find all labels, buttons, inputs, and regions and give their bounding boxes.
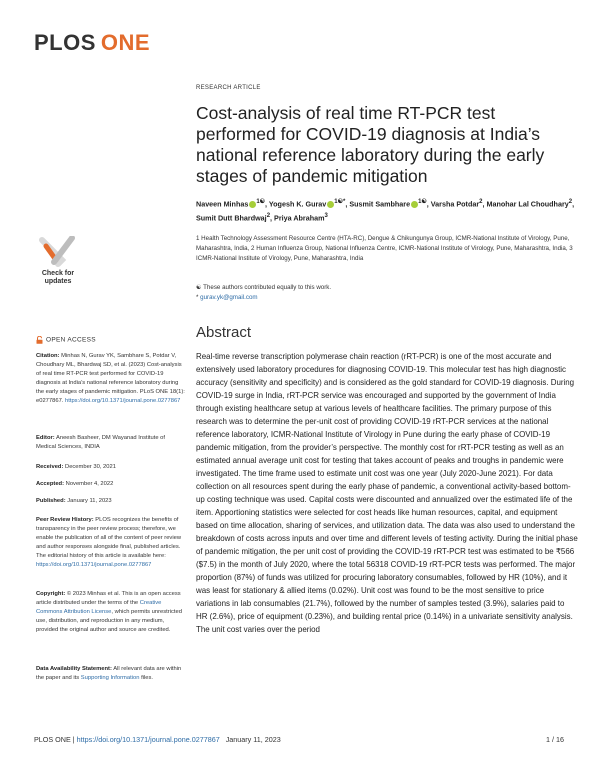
corresponding-star: * [196,293,199,301]
author-notes [196,283,576,302]
peer-review-link[interactable]: https://doi.org/10.1371/journal.pone.0277867 [36,562,152,568]
citation-text: Minhas N, Gurav YK, Sambhare S, Potdar V, Choudhary ML, Bhardwaj SD, et al. (2023) Cost-analysis of real time RT-PCR test performed for COVID-19 diagnosis at India’s national reference laboratory during the early stages of pandemic mitigation. PLoS ONE 18(1): e0277867. [36,353,185,404]
journal-logo [34,30,150,56]
footer-doi-link[interactable]: https://doi.org/10.1371/journal.pone.0277867 [76,735,220,744]
copyright-block [36,590,186,635]
editor-text: Aneesh Basheer, DM Wayanad Institute of Medical Sciences, INDIA [36,435,165,450]
open-access-label [36,336,96,344]
data-availability-text: All relevant data are within the paper and its [36,666,182,681]
article-type: RESEARCH ARTICLE [196,85,261,91]
accepted-block [36,480,186,489]
received-date: December 30, 2021 [63,464,116,470]
peer-review-label: Peer Review History: [36,517,94,523]
author-name[interactable]: , Manohar Lal Choudhary [482,199,569,209]
footer-separator: | [70,735,77,744]
author-affil: 1☯ [256,199,266,205]
affiliations: 1 Health Technology Assessment Resource Centre (HTA-RC), Dengue & Chikungunya Group, ICMR-National Institute of Virology, Pune, Maharashtra, India, 2 Human Influenza Group, National Influenza Centre, ICMR-National Institute of Virology, Pune, Maharashtra, India, 3 ICMR-National Institute of Virology, Pune, Maharashtra, India [196,235,573,262]
copyright-text: © 2023 Minhas et al. This is an open access article distributed under the terms of the [36,591,181,606]
supporting-info-link[interactable]: Supporting Information [80,675,140,681]
author-affil: 1☯ [418,199,427,205]
author-affil: 2 [479,199,483,205]
email-link[interactable]: gurav.yk@gmail.com [200,293,258,301]
citation-block [36,352,186,406]
received-label: Received: [36,464,64,470]
corresponding-note [196,293,576,303]
author-affil: 2 [568,199,573,205]
author-affil: 1☯* [334,199,346,205]
author-name[interactable]: , Priya Abraham [270,213,325,223]
copyright-label: Copyright: [36,591,66,597]
page-footer [34,735,281,744]
open-access-text: OPEN ACCESS [46,336,96,344]
logo-one: ONE [100,30,151,55]
open-access-lock-icon [36,336,43,344]
badge-line-2: updates [44,278,72,285]
editor-label: Editor: [36,435,55,441]
data-availability-block [36,665,186,683]
peer-review-block [36,516,186,570]
citation-label: Citation: [36,353,60,359]
license-link[interactable]: Creative Commons Attribution License [36,600,162,615]
published-label: Published: [36,498,66,504]
editor-block [36,434,186,452]
author-list [196,196,576,225]
page-number: 1 / 16 [546,735,564,744]
data-availability-text-2: files. [139,675,153,681]
equal-contribution-note: ☯ These authors contributed equally to this work. [196,284,332,291]
author-name[interactable]: , Sumit Dutt Bhardwaj [196,199,575,223]
abstract-heading: Abstract [196,324,252,341]
accepted-label: Accepted: [36,481,65,487]
badge-line-1: Check for [41,270,75,277]
author-name[interactable]: , Varsha Potdar [426,199,480,209]
abstract-text: Real-time reverse transcription polymerase chain reaction (rRT-PCR) is one of the most accurate and extensively used laboratory procedures for diagnosing COVID-19. This molecular test has high diagnostic accuracy (sensitivity and specificity) and is considered as the gold standard for COVID-19 diagnosis. During COVID-19 surge in India, rRT-PCR service was encouraged and supported by the government of India through existing healthcare setup at various levels of healthcare facilities. The primary purpose of this research was to determine the per-unit cost of providing COVID-19 rRT-PCR services at the national reference laboratory, ICMR-National Institute of Virology in Pune during the early phase of COVID-19 pandemic mitigation, from the provider’s perspective. The monthly cost for rRT-PCR testing as well as an estimated annual average unit cost for testing that takes account of peaks and troughs in pandemic were investigated. The time frame used to estimate unit cost was one year (July 2020-June 2021). For data collection on all resources spent during the early phase of pandemic, a conventional activity-based bottom-up costing technique was used. Capital costs were discounted and annualized over the estimated life of the item. Apportioning statistics were selected for cost heads like human resources, capital, and equipment based on time allocation, sharing of services, and utilization data. The data was also used to understand the breakdown of costs across inputs and over time and different levels of testing activity. During the initial phase of pandemic mitigation, the per unit cost of providing the COVID-19 rRT-PCR test was estimated to be ₹566 ($7.5) in the month of July 2020, where the total 56318 COVID-19 rRT-PCR tests was performed. The major proportion (87%) of funds was utilized for procuring laboratory consumables, followed by HR (10%), and it was least for stationary & allied items (0.02%). Unit cost was found to be the most sensitive to price variations in lab consumables (21.7%), followed by the number of samples tested (3.9%), salaries paid to HR (2.6%), price of equipment (0.23%), and building rental price (0.14%) in a univariate sensitivity analysis. The unit cost varies over the period [196,352,578,634]
author-affil: 2 [266,213,271,220]
footer-date: January 11, 2023 [225,735,281,744]
check-for-updates-label[interactable] [32,270,84,286]
received-block [36,463,186,472]
data-availability-label: Data Availability Statement: [36,666,112,672]
author-name[interactable]: Naveen Minhas [196,199,249,209]
peer-review-text: PLOS recognizes the benefits of transparency in the peer review process; therefore, we enable the publication of all of the content of peer review and author responses alongside final, published articles. The editorial history of this article is available here: [36,517,182,559]
accepted-date: November 4, 2022 [64,481,114,487]
author-affil: 3 [324,213,328,220]
copyright-text-2: , which permits unrestricted use, distribution, and reproduction in any medium, provided the original author and source are credited. [36,609,182,633]
author-name[interactable]: , Susmit Sambhare [345,199,411,209]
citation-doi-link[interactable]: https://doi.org/10.1371/journal.pone.0277867 [65,398,181,404]
footer-journal: PLOS ONE [34,735,71,744]
author-name[interactable]: , Yogesh K. Gurav [265,199,327,209]
published-date: January 11, 2023 [65,498,112,504]
logo-plos: PLOS [34,30,96,55]
article-title: Cost-analysis of real time RT-PCR test performed for COVID-19 diagnosis at India’s national reference laboratory during the early stages of pandemic mitigation [196,103,545,186]
published-block [36,497,186,506]
